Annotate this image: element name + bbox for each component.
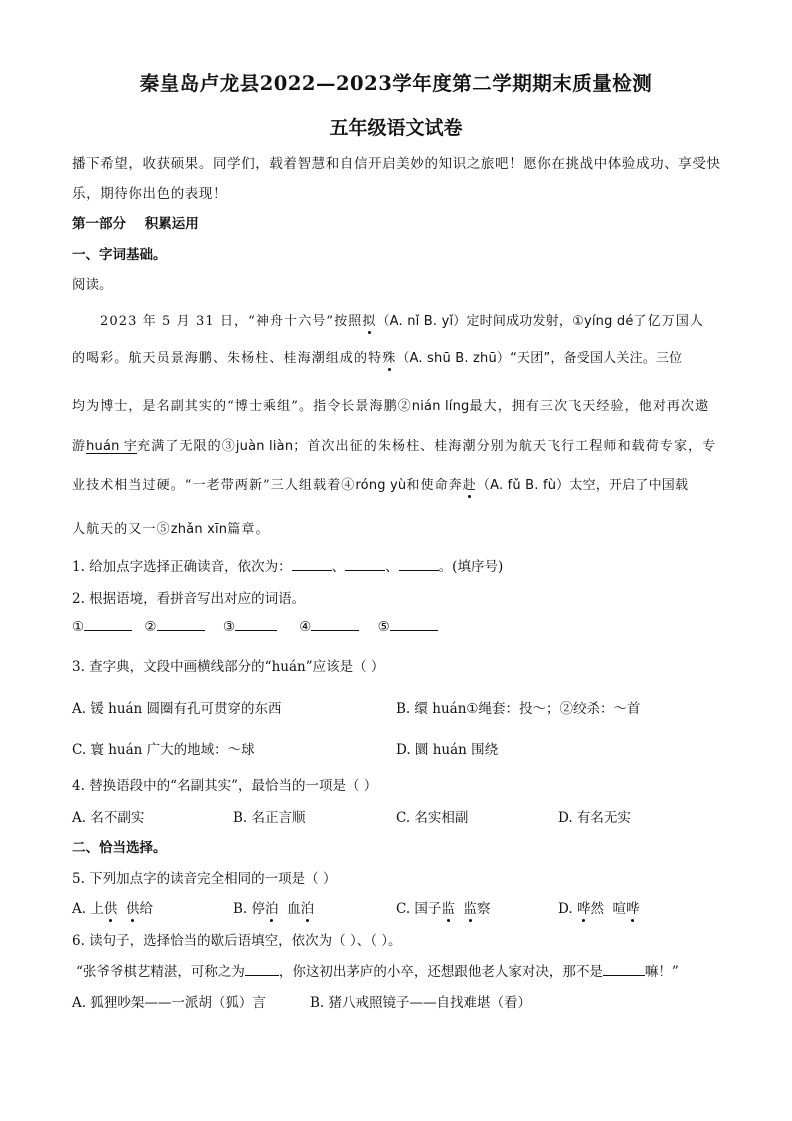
answer-blank[interactable] xyxy=(345,558,385,571)
passage-line-3 xyxy=(72,395,732,414)
pinyin-word: róng yù xyxy=(355,478,407,493)
quote-text: ，你这初出茅庐的小卒，还想跟他老人家对决，那不是 xyxy=(278,964,603,980)
option-text: A. 上 xyxy=(72,901,104,917)
option-text: B. 停 xyxy=(233,901,266,917)
pinyin-options: （A. shū B. zhū）“天团”，备受国人关注。三位 xyxy=(396,351,683,366)
option-text: 给 xyxy=(139,901,153,917)
dotted-char: 监 xyxy=(441,897,455,917)
section-heading-2: 二、恰当选择。 xyxy=(72,840,167,856)
passage-text: 最大，拥有三次飞天经验，他对再次遨 xyxy=(469,399,710,414)
dotted-char: 泊 xyxy=(265,897,279,917)
option-a[interactable]: A. 锾 huán 圆圈有孔可贯穿的东西 xyxy=(72,701,282,717)
option-text xyxy=(455,901,464,917)
option-text: 血 xyxy=(278,901,301,917)
option-a[interactable]: A. 狐狸吵架——一派胡（狐）言 xyxy=(72,995,266,1011)
section-heading-1: 一、字词基础。 xyxy=(72,247,167,263)
passage-text: 人航天的又一⑤ xyxy=(72,522,171,537)
quote-text: “张爷爷棋艺精湛，可称之为 xyxy=(76,964,245,980)
answer-blank[interactable] xyxy=(292,558,332,571)
dotted-char: 监 xyxy=(464,897,478,917)
option-d[interactable] xyxy=(558,897,640,917)
option-b[interactable] xyxy=(233,897,314,917)
answer-blank[interactable] xyxy=(390,618,438,631)
question-text: 1. 给加点字选择正确读音，依次为： xyxy=(72,559,292,575)
blank-marker: ③ xyxy=(222,619,235,635)
dotted-char: 供 xyxy=(104,897,118,917)
question-3: 3. 查字典，文段中画横线部分的“huán”应该是（ ） xyxy=(72,659,385,675)
part-heading-text: 第一部分 积累运用 xyxy=(72,216,199,232)
option-text: C. 国子 xyxy=(396,901,442,917)
passage-text: ；首次出征的朱杨柱、桂海潮分别为航天飞行工程师和载荷专家，专 xyxy=(293,439,717,454)
option-d[interactable]: D. 有名无实 xyxy=(558,810,631,826)
dotted-char: 供 xyxy=(126,897,140,917)
pinyin-word: juàn liàn xyxy=(235,439,294,454)
option-c[interactable] xyxy=(396,897,491,917)
question-6: 6. 读句子，选择恰当的歇后语填空，依次为（ ）、（ ）。 xyxy=(72,933,402,949)
passage-text: 篇章。 xyxy=(227,522,270,537)
question-end: 。(填序号) xyxy=(438,559,504,575)
dotted-char: 殊 xyxy=(382,347,396,366)
question-4: 4. 替换语段中的“名副其实”，最恰当的一项是（ ） xyxy=(72,778,378,794)
exam-title: 秦皇岛卢龙县2022—2023学年度第二学期期末质量检测 xyxy=(139,72,653,95)
dotted-char: 拟 xyxy=(362,310,376,329)
intro-line-2: 乐，期待你出色的表现！ xyxy=(72,186,228,202)
option-text xyxy=(117,901,126,917)
dotted-char: 赴 xyxy=(463,474,477,493)
option-b[interactable]: B. 缳 huán①绳套：投～；②绞杀：～首 xyxy=(396,701,641,717)
passage-text: 均为博士，是名副其实的“博士乘组”。指令长景海鹏② xyxy=(72,399,412,414)
answer-blank[interactable] xyxy=(399,558,439,571)
option-text: 然 喧 xyxy=(590,901,627,917)
dotted-char: 哗 xyxy=(577,897,591,917)
passage-line-6 xyxy=(72,518,732,537)
pinyin-word: yíng dé xyxy=(583,314,634,329)
pinyin-word: zhǎn xīn xyxy=(170,522,228,537)
exam-subtitle: 五年级语文试卷 xyxy=(329,117,463,139)
underlined-word: huán 宇 xyxy=(86,439,138,454)
question-6-quote xyxy=(76,960,732,980)
answer-blank[interactable] xyxy=(235,618,277,631)
answer-blank[interactable] xyxy=(603,963,645,976)
option-a[interactable]: A. 名不副实 xyxy=(72,810,145,826)
option-c[interactable]: C. 名实相副 xyxy=(396,810,469,826)
option-text: D. xyxy=(558,901,577,917)
option-text: 察 xyxy=(477,901,491,917)
passage-text: 了亿万国人 xyxy=(633,314,705,329)
answer-blank[interactable] xyxy=(311,618,359,631)
answer-blank[interactable] xyxy=(84,618,132,631)
answer-blank[interactable] xyxy=(245,963,279,976)
passage-text: 和使命奔 xyxy=(406,478,463,493)
passage-line-2 xyxy=(72,347,732,366)
blank-marker: ② xyxy=(144,619,157,635)
blank-marker: ④ xyxy=(299,619,312,635)
blank-marker: ① xyxy=(72,619,85,635)
passage-text: 游 xyxy=(72,439,87,454)
read-label: 阅读。 xyxy=(72,277,113,293)
question-1 xyxy=(72,555,732,575)
part-heading xyxy=(72,212,732,232)
passage-line-5 xyxy=(72,474,732,493)
passage-text: 充满了无限的③ xyxy=(137,439,236,454)
pinyin-word: nián líng xyxy=(411,399,470,414)
option-b[interactable]: B. 名正言顺 xyxy=(233,810,306,826)
pinyin-options: （A. nǐ B. yǐ）定时间成功发射，① xyxy=(376,314,584,329)
option-b[interactable]: B. 猪八戒照镜子——自找难堪（看） xyxy=(310,995,532,1011)
option-d[interactable]: D. 圜 huán 围绕 xyxy=(396,742,499,758)
passage-text: 业技术相当过硬。“一老带两新”三人组载着④ xyxy=(72,478,356,493)
question-2: 2. 根据语境，看拼音写出对应的词语。 xyxy=(72,591,306,607)
blank-marker: ⑤ xyxy=(377,619,390,635)
question-5: 5. 下列加点字的读音完全相同的一项是（ ） xyxy=(72,871,337,887)
separator: 、 xyxy=(331,559,346,575)
answer-blank[interactable] xyxy=(157,618,205,631)
separator: 、 xyxy=(385,559,399,575)
dotted-char: 哗 xyxy=(626,897,640,917)
intro-line-1: 播下希望，收获硕果。同学们，载着智慧和自信开启美妙的知识之旅吧！愿你在挑战中体验成功、享受快 xyxy=(72,156,721,172)
passage-text: 的喝彩。航天员景海鹏、朱杨柱、桂海潮组成的特 xyxy=(72,351,383,366)
passage-line-4 xyxy=(72,435,732,454)
question-2-blanks xyxy=(72,618,732,635)
option-a[interactable] xyxy=(72,897,153,917)
quote-text: 嘛！” xyxy=(644,964,679,980)
pinyin-options: （A. fǔ B. fù）太空，开启了中国载 xyxy=(476,478,689,493)
passage-line-1 xyxy=(100,310,732,329)
option-c[interactable]: C. 寰 huán 广大的地域：～球 xyxy=(72,742,255,758)
passage-text: 2023 年 5 月 31 日，“神舟十六号”按照 xyxy=(100,314,363,329)
dotted-char: 泊 xyxy=(301,897,315,917)
